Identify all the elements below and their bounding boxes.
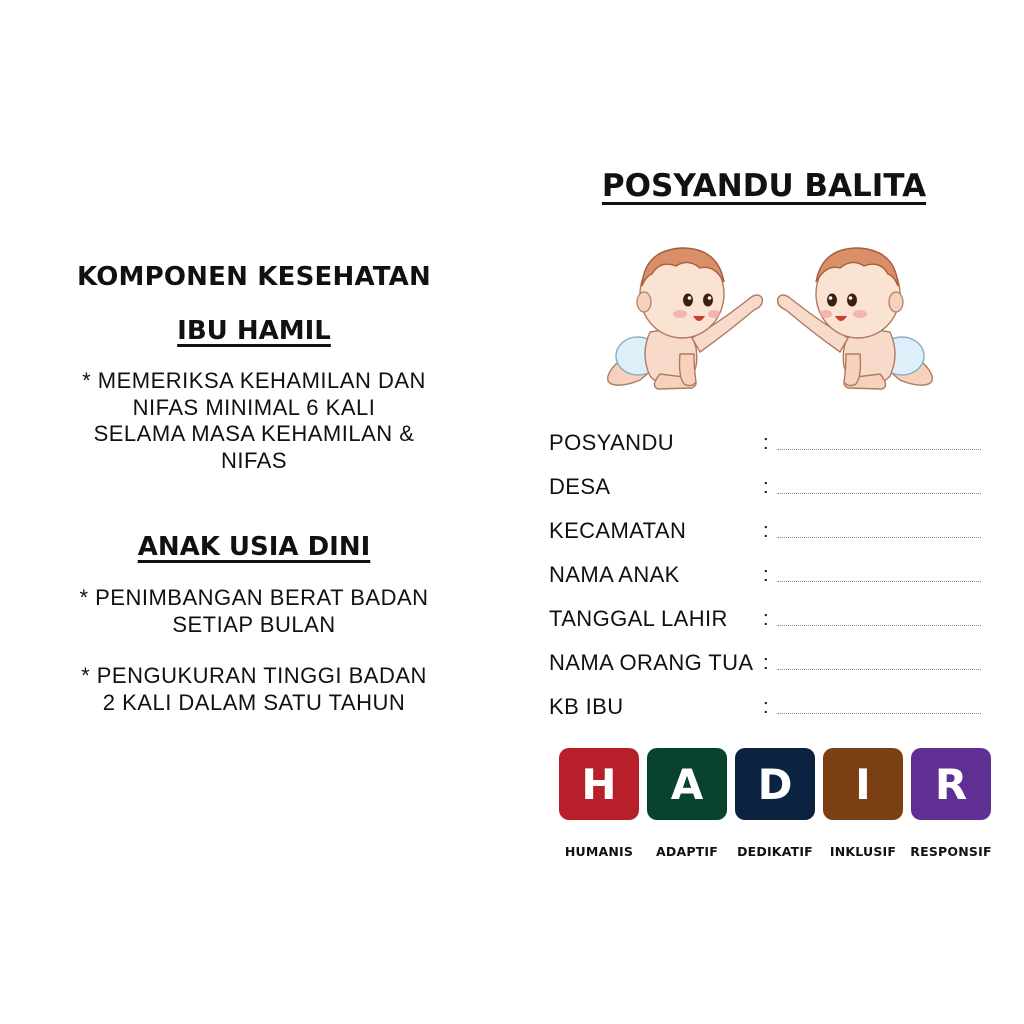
weighing-line: SETIAP BULAN (172, 611, 336, 637)
form-row-posyandu (549, 428, 989, 472)
tanggal-lahir-field[interactable] (777, 625, 981, 626)
hadir-tile-h: H (559, 748, 639, 820)
form-row-tanggal-lahir (549, 604, 989, 648)
ibu-hamil-line: SELAMA MASA KEHAMILAN & (93, 421, 415, 446)
anak-usia-dini-heading: ANAK USIA DINI (137, 532, 371, 562)
kecamatan-label: KECAMATAN (549, 518, 687, 543)
hadir-word-responsif: RESPONSIF (910, 844, 992, 859)
hadir-tile-a: A (647, 748, 727, 820)
ibu-hamil-point (60, 368, 448, 474)
desa-field[interactable] (777, 493, 981, 494)
hadir-word-inklusif: INKLUSIF (829, 844, 897, 859)
hadir-word-dedikatif: DEDIKATIF (737, 844, 813, 859)
form-row-kecamatan (549, 516, 989, 560)
hadir-tile-i: I (823, 748, 903, 820)
posyandu-title-text: POSYANDU BALITA (601, 168, 927, 204)
tanggal-lahir-label: TANGGAL LAHIR (549, 606, 728, 631)
components-title: KOMPONEN KESEHATAN (77, 262, 431, 292)
hadir-tile-d: D (735, 748, 815, 820)
form-colon: : (763, 652, 769, 674)
nama-anak-field[interactable] (777, 581, 981, 582)
ibu-hamil-line: NIFAS MINIMAL 6 KALI (132, 394, 376, 420)
ibu-hamil-line: NIFAS (220, 447, 288, 473)
kb-ibu-field[interactable] (777, 713, 981, 714)
posyandu-title (540, 168, 988, 204)
form-row-nama-anak (549, 560, 989, 604)
form-row-nama-orang-tua (549, 648, 989, 692)
desa-label: DESA (549, 474, 611, 499)
hadir-tile-r: R (911, 748, 991, 820)
weighing-line: * PENIMBANGAN BERAT BADAN (79, 585, 429, 610)
hadir-humanis (559, 748, 639, 859)
height-line: * PENGUKURAN TINGGI BADAN (81, 663, 427, 688)
height-point (60, 663, 448, 716)
hadir-adaptif (647, 748, 727, 859)
kb-ibu-label: KB IBU (549, 694, 624, 719)
height-line: 2 KALI DALAM SATU TAHUN (102, 689, 406, 715)
form-row-kb-ibu (549, 692, 989, 736)
child-data-form (549, 428, 989, 736)
hadir-responsif (910, 748, 992, 859)
weighing-point (60, 585, 448, 638)
form-row-desa (549, 472, 989, 516)
babies-illustration (600, 236, 940, 408)
ibu-hamil-heading: IBU HAMIL (177, 316, 331, 346)
form-colon: : (763, 476, 769, 498)
nama-anak-label: NAMA ANAK (549, 562, 680, 587)
form-colon: : (763, 608, 769, 630)
nama-orang-tua-field[interactable] (777, 669, 981, 670)
hadir-word-humanis: HUMANIS (564, 844, 634, 859)
hadir-dedikatif (735, 748, 815, 859)
hadir-values-logo (559, 748, 999, 868)
form-colon: : (763, 564, 769, 586)
posyandu-field[interactable] (777, 449, 981, 450)
ibu-hamil-line: * MEMERIKSA KEHAMILAN DAN (82, 368, 426, 393)
health-components-panel (60, 262, 448, 716)
posyandu-label: POSYANDU (549, 430, 675, 455)
nama-orang-tua-label: NAMA ORANG TUA (549, 650, 754, 675)
form-colon: : (763, 520, 769, 542)
form-colon: : (763, 696, 769, 718)
kecamatan-field[interactable] (777, 537, 981, 538)
hadir-inklusif (823, 748, 903, 859)
form-colon: : (763, 432, 769, 454)
hadir-word-adaptif: ADAPTIF (655, 844, 719, 859)
